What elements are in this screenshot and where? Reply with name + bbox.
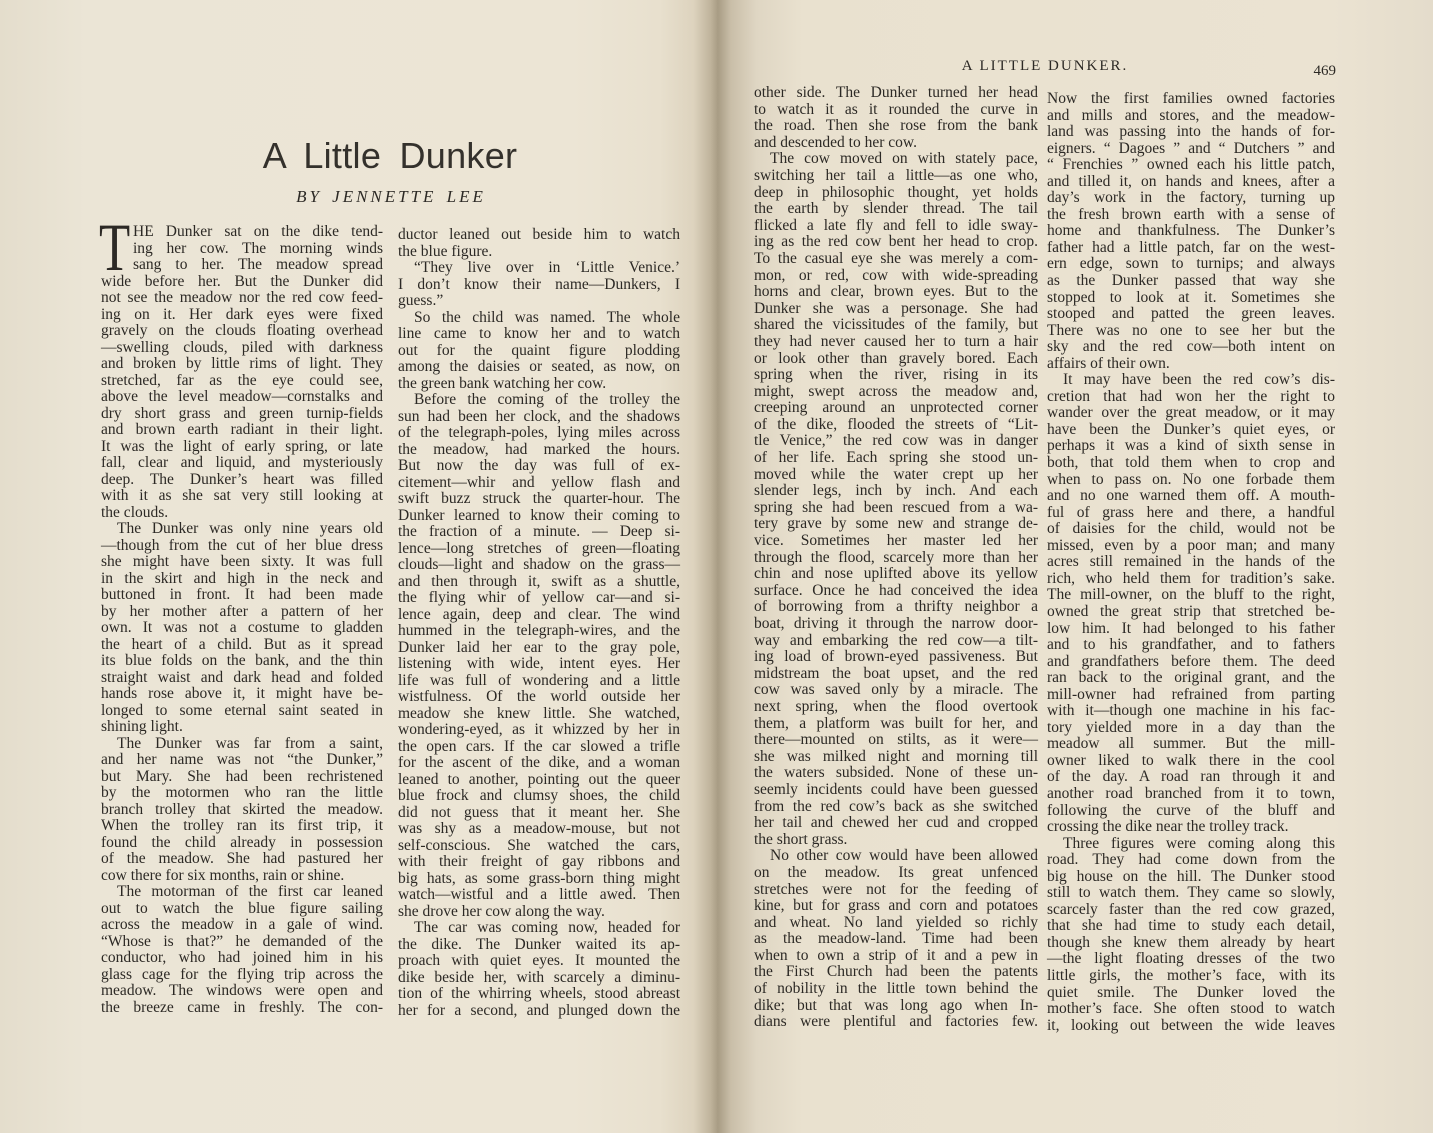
text-line: wander over the great meadow, or it may <box>1047 404 1335 422</box>
paragraph <box>101 521 383 736</box>
text-line: self-conscious. She watched the cars, <box>398 836 680 854</box>
text-line: road. They had come down from the <box>1047 851 1335 869</box>
text-line: the waters subsided. None of these un- <box>754 764 1038 782</box>
text-line: creeping around an unprotected corner <box>754 399 1038 417</box>
text-line: of the day. A road ran through it and <box>1047 768 1335 786</box>
text-line: though she knew them already by heart <box>1047 933 1335 951</box>
text-line: and then through it, swift as a shuttle, <box>398 572 680 590</box>
text-line: ran back to the original grant, and the <box>1047 669 1335 687</box>
text-line: But now the day was full of ex- <box>398 457 680 474</box>
text-line: sky and the red cow—both intent on <box>1047 338 1335 356</box>
text-line: out for the quaint figure plodding <box>398 341 680 359</box>
text-line: affairs of their own. <box>1047 354 1170 372</box>
text-line: was shy as a meadow-mouse, but not <box>398 820 680 837</box>
text-line: The cow moved on with stately pace, <box>770 150 1038 168</box>
text-line: of the meadow. She had pastured her <box>101 850 383 867</box>
text-line: another road branched from it to town, <box>1047 784 1335 802</box>
paragraph <box>398 392 680 920</box>
text-line: the road. Then she rose from the bank <box>754 117 1038 135</box>
text-line: glass cage for the flying trip across the <box>101 965 383 983</box>
text-line: did not guess that it meant her. She <box>398 803 680 821</box>
text-line: switching her tail a little—as one who, <box>754 166 1038 184</box>
text-line: of nobility in the little town behind the <box>754 980 1038 998</box>
text-line: have been the Dunker’s quiet eyes, or <box>1047 420 1335 438</box>
paragraph <box>1047 372 1335 835</box>
text-line: or look other than gravely bored. Each <box>754 349 1038 367</box>
text-line: father had a little patch, far on the west- <box>1047 238 1335 256</box>
text-line: sun had been her clock, and the shadows <box>398 407 680 425</box>
text-line: the First Church had been the patents <box>754 963 1038 981</box>
text-line: crossing the dike near the trolley track. <box>1047 818 1289 836</box>
text-line: tion of the whirring wheels, stood abreast <box>398 985 680 1002</box>
text-line: gravely on the clouds floating overhead <box>101 322 383 339</box>
text-line: among the daisies or seated, as now, on <box>398 358 680 375</box>
text-line: missed, even by a poor man; and many <box>1047 536 1335 554</box>
text-line: leaned to another, pointing out the queer <box>398 770 680 788</box>
text-line: sang to her. The meadow spread <box>133 256 383 273</box>
page-number: 469 <box>1313 63 1336 79</box>
text-line: ing load of brown-eyed passiveness. But <box>754 648 1038 666</box>
text-line: the short grass. <box>754 830 848 848</box>
text-column-left-2 <box>398 227 680 1019</box>
text-line: other side. The Dunker turned her head <box>754 84 1038 101</box>
text-line: shining light. <box>101 718 183 735</box>
text-line: little girls, the mother’s face, with its <box>1047 966 1335 984</box>
paragraph <box>754 85 1038 151</box>
text-line: of borrowing from a thrifty neighbor a <box>754 598 1038 616</box>
text-line: stretches were not for the feeding of <box>754 880 1038 898</box>
text-line: they had never caused her to turn a hair <box>754 332 1038 350</box>
text-line: branch trolley that skirted the meadow. <box>101 800 383 818</box>
text-line: her for a second, and plunged down the <box>398 1001 680 1019</box>
right-page <box>716 0 1433 1133</box>
text-line: listening with wide, intent eyes. Her <box>398 655 680 672</box>
text-line: quiet smile. The Dunker loved the <box>1047 983 1335 1001</box>
paragraph <box>754 151 1038 848</box>
text-line: deep. The Dunker’s heart was filled <box>101 470 383 488</box>
text-line: the dike. The Dunker waited its ap- <box>398 935 680 953</box>
text-line: guess.” <box>398 292 444 309</box>
text-line: wondering-eyed, as it whizzed by her in <box>398 721 680 738</box>
text-line: proach with quiet eyes. It mounted the <box>398 952 680 969</box>
text-line: Dunker laid her ear to the gray pole, <box>398 638 680 656</box>
text-line: lence again, deep and clear. The wind <box>398 605 680 623</box>
article-title: A Little Dunker <box>262 135 518 176</box>
text-line: in the skirt and high in the neck and <box>101 569 383 587</box>
text-line: chin and nose uplifted above its yellow <box>754 565 1038 583</box>
text-line: following the curve of the bluff and <box>1047 801 1335 819</box>
text-line: to watch it as it rounded the curve in <box>754 100 1038 118</box>
text-line: home and thankfulness. The Dunker’s <box>1047 222 1335 240</box>
text-line: wide before her. But the Dunker did <box>101 272 383 290</box>
text-line: longed to some eternal saint seated in <box>101 701 383 719</box>
text-line: wistfulness. Of the world outside her <box>398 688 680 705</box>
text-line: No other cow would have been allowed <box>770 847 1038 865</box>
text-line: HE Dunker sat on the dike tend- <box>133 223 383 240</box>
text-line: and to his grandfather, and to fathers <box>1047 636 1335 654</box>
text-line: mill-owner had refrained from parting <box>1047 685 1335 703</box>
text-line: owned the great strip that stretched be- <box>1047 602 1335 620</box>
text-line: The Dunker was only nine years old <box>117 520 383 537</box>
text-line: and grandfathers before them. The deed <box>1047 652 1335 670</box>
text-line: the open cars. If the car slowed a trifle <box>398 737 680 755</box>
text-line: seemly incidents could have been guessed <box>754 780 1038 798</box>
text-line: and mills and stores, and the meadow- <box>1047 106 1335 124</box>
text-line: ern edge, sown to turnips; and always <box>1047 255 1335 273</box>
text-line: Now the first families owned factories <box>1047 90 1335 107</box>
text-line: the meadow, had marked the hours. <box>398 440 680 458</box>
text-line: the flying whir of yellow car—and si- <box>398 589 680 606</box>
text-line: on the meadow. Its great unfenced <box>754 863 1038 881</box>
text-line: might, swept across the meadow and, <box>754 382 1038 400</box>
text-line: The Dunker was far from a saint, <box>117 734 383 752</box>
text-line: out to watch the blue figure sailing <box>101 899 383 917</box>
text-line: scarcely faster than the red cow grazed, <box>1047 900 1335 918</box>
text-line: boat, driving it through the narrow door- <box>754 615 1038 632</box>
text-line: dike; but that was long ago when In- <box>754 996 1038 1014</box>
text-line: dians were plentiful and factories few. <box>754 1013 1038 1031</box>
paragraph <box>398 227 680 260</box>
text-line: shared the vicissitudes of the family, but <box>754 316 1038 334</box>
text-line: across the meadow in a gale of wind. <box>101 916 383 933</box>
text-line: found the child already in possession <box>101 833 383 851</box>
text-column-right-2 <box>1047 91 1335 1034</box>
text-line: —the light floating dresses of the two <box>1047 950 1335 968</box>
text-line: dry short grass and green turnip-fields <box>101 404 383 422</box>
text-line: Three figures were coming along this <box>1063 834 1335 852</box>
text-line: the blue figure. <box>398 242 493 260</box>
text-line: above the level meadow—cornstalks and <box>101 388 383 405</box>
text-line: I don’t know their name—Dunkers, I <box>398 275 680 293</box>
text-line: When the trolley ran its first trip, it <box>101 817 383 834</box>
text-line: There was no one to see her but the <box>1047 321 1335 339</box>
text-line: when to pass on. No one forbade them <box>1047 470 1335 488</box>
drop-cap: T <box>99 209 131 285</box>
text-line: So the child was named. The whole <box>414 308 680 326</box>
text-line: mother’s face. She often stood to watch <box>1047 1000 1335 1018</box>
text-line: the earth by slender thread. The tail <box>754 200 1038 218</box>
text-line: land was passing into the hands of for- <box>1047 123 1335 141</box>
paragraph <box>1047 91 1335 372</box>
paragraph <box>398 920 680 1019</box>
text-line: the clouds. <box>101 503 169 521</box>
text-line: and tilled it, on hands and knees, after a <box>1047 172 1335 190</box>
text-line: by her mother after a pattern of her <box>101 602 383 620</box>
text-line: own. It was not a costume to gladden <box>101 619 383 636</box>
paragraph <box>398 260 680 310</box>
text-line: surface. Once he had conceived the idea <box>754 581 1038 599</box>
paragraph <box>101 224 383 521</box>
text-line: line came to know her and to watch <box>398 325 680 342</box>
text-line: low him. It had belonged to his father <box>1047 619 1335 637</box>
text-line: eigners. “ Dagoes ” and “ Dutchers ” and <box>1047 139 1335 157</box>
text-line: stretched, far as the eye could see, <box>101 371 383 389</box>
text-column-left-1 <box>101 224 383 1016</box>
text-line: both, that told them when to crop and <box>1047 454 1335 472</box>
text-line: citement—whir and yellow flash and <box>398 473 680 491</box>
text-line: it, looking out between the wide leaves <box>1047 1016 1335 1034</box>
text-line: by the motormen who ran the little <box>101 784 383 801</box>
text-line: life was full of wondering and a little <box>398 671 680 689</box>
text-line: the heart of a child. But as it spread <box>101 635 383 653</box>
text-line: clouds—light and shadow on the grass— <box>398 556 680 573</box>
paragraph <box>1047 836 1335 1035</box>
text-line: big house on the hill. The Dunker stood <box>1047 867 1335 885</box>
text-line: moved while the water crept up her <box>754 465 1038 483</box>
text-line: vice. Sometimes her master led her <box>754 532 1038 550</box>
text-line: hands rose above it, it might have be- <box>101 685 383 702</box>
text-line: owner liked to walk there in the cool <box>1047 751 1335 769</box>
text-line: next spring, when the flood overtook <box>754 697 1038 715</box>
text-line: with it as she sat very still looking at <box>101 487 383 504</box>
text-line: rich, who held them for tradition’s sake. <box>1047 569 1335 587</box>
text-line: spring she had been rescued from a wa- <box>754 498 1038 516</box>
text-line: she was milked night and morning till <box>754 747 1038 765</box>
text-line: way and embarking the red cow—a tilt- <box>754 631 1038 649</box>
text-line: with their freight of gay ribbons and <box>398 853 680 870</box>
text-line: fall, clear and liquid, and mysteriously <box>101 454 383 471</box>
text-line: stooped and patted the green leaves. <box>1047 305 1335 323</box>
text-line: The mill-owner, on the bluff to the right, <box>1047 586 1335 604</box>
text-line: and broken by little rims of light. They <box>101 355 383 372</box>
text-line: and her name was not “the Dunker,” <box>101 751 383 768</box>
text-line: ful of grass here and there, a handful <box>1047 503 1335 521</box>
text-line: meadow all summer. But the mill- <box>1047 735 1335 753</box>
text-line: buttoned in front. It had been made <box>101 586 383 603</box>
text-line: stopped to look at it. Sometimes she <box>1047 288 1335 306</box>
text-line: that she had time to study each detail, <box>1047 917 1335 935</box>
text-line: from the red cow’s back as she switched <box>754 797 1038 815</box>
text-line: still to watch them. They came so slowly, <box>1047 884 1335 902</box>
text-line: the fresh brown earth with a sense of <box>1047 205 1335 223</box>
byline: BY JENNETTE LEE <box>296 187 486 206</box>
text-line: spring when the river, rising in its <box>754 366 1038 384</box>
paragraph <box>398 310 680 393</box>
text-line: dike beside her, with scarcely a diminu- <box>398 968 680 986</box>
text-line: watch—wistful and a little awed. Then <box>398 886 680 903</box>
running-head: A LITTLE DUNKER. <box>961 58 1129 74</box>
text-line: horns and clear, brown eyes. But to the <box>754 283 1038 301</box>
text-line: with it—though one machine in his fac- <box>1047 702 1335 720</box>
text-line: blue frock and clumsy shoes, the child <box>398 787 680 804</box>
text-line: The car was coming now, headed for <box>414 919 680 936</box>
text-line: and descended to her cow. <box>754 133 917 151</box>
text-column-right-1 <box>754 85 1038 1031</box>
text-line: mon, or red, cow with wide-spreading <box>754 266 1038 284</box>
text-line: the fraction of a minute. — Deep si- <box>398 523 680 540</box>
text-line: them, a platform was built for her, and <box>754 714 1038 732</box>
text-line: tle Venice,” the red cow was in danger <box>754 432 1038 450</box>
text-line: swift buzz struck the quarter-hour. The <box>398 490 680 507</box>
text-line: Dunker learned to know their coming to <box>398 506 680 524</box>
text-line: “Whose is that?” he demanded of the <box>101 932 383 950</box>
text-line: deep in philosophic thought, yet holds <box>754 183 1038 201</box>
text-line: when to own a strip of it and a pew in <box>754 946 1038 964</box>
text-line: Before the coming of the trolley the <box>414 391 680 408</box>
text-line: ing her cow. The morning winds <box>133 239 383 257</box>
text-line: “They live over in ‘Little Venice.’ <box>414 259 680 276</box>
text-line: flicked a late fly and fell to idle sway- <box>754 216 1038 234</box>
paragraph <box>754 848 1038 1031</box>
text-line: of the telegraph-poles, lying miles across <box>398 424 680 441</box>
text-line: of the dike, flooded the streets of “Lit- <box>754 415 1038 433</box>
text-line: as the meadow-land. Time had been <box>754 930 1038 948</box>
text-line: meadow she knew little. She watched, <box>398 704 680 722</box>
text-line: and no one warned them off. A mouth- <box>1047 487 1335 505</box>
text-line: —swelling clouds, piled with darkness <box>101 338 383 356</box>
text-line: acres still remained in the hands of the <box>1047 553 1335 571</box>
text-line: its blue folds on the bank, and the thin <box>101 652 383 669</box>
text-line: for the ascent of the dike, and a woman <box>398 754 680 771</box>
text-line: she drove her cow along the way. <box>398 902 605 920</box>
text-line: conductor, who had joined him in his <box>101 949 383 966</box>
text-line: her tail and chewed her cud and cropped <box>754 814 1038 832</box>
paragraph <box>101 736 383 885</box>
text-line: of her life. Each spring she stood un- <box>754 449 1038 467</box>
text-line: the breeze came in freshly. The con- <box>101 998 383 1016</box>
text-line: through the flood, scarcely more than her <box>754 548 1038 566</box>
text-line: straight waist and dark head and folded <box>101 668 383 686</box>
text-line: not see the meadow nor the red cow feed- <box>101 289 383 306</box>
text-line: and brown earth radiant in their light. <box>101 421 383 438</box>
text-line: —though from the cut of her blue dress <box>101 536 383 554</box>
text-line: and wheat. No land yielded so richly <box>754 913 1038 931</box>
text-line: midstream the boat upset, and the red <box>754 664 1038 682</box>
paragraph <box>101 884 383 1016</box>
text-line: day’s work in the factory, turning up <box>1047 189 1335 207</box>
text-line: kine, but for grass and corn and potatoes <box>754 897 1038 915</box>
text-line: as the Dunker passed that way she <box>1047 272 1335 290</box>
text-line: It may have been the red cow’s dis- <box>1063 371 1335 389</box>
text-line: perhaps it was a kind of sixth sense in <box>1047 437 1335 455</box>
text-line: slender legs, inch by inch. And each <box>754 482 1038 500</box>
text-line: there—mounted on stilts, as it were— <box>754 731 1038 749</box>
text-line: The motorman of the first car leaned <box>117 883 383 900</box>
text-line: ing as the red cow bent her head to crop. <box>754 233 1038 251</box>
left-page <box>0 0 716 1133</box>
text-line: ductor leaned out beside him to watch <box>398 226 680 243</box>
text-line: It was the light of early spring, or late <box>101 437 383 455</box>
text-line: To the casual eye she was merely a com- <box>754 249 1038 267</box>
text-line: of daisies for the child, would not be <box>1047 520 1335 538</box>
text-line: but Mary. She had been rechristened <box>101 767 383 785</box>
text-line: tory yielded more in a day than the <box>1047 718 1335 736</box>
text-line: meadow. The windows were open and <box>101 982 383 999</box>
text-line: hummed in the telegraph-wires, and the <box>398 622 680 639</box>
text-line: big hats, as some grass-born thing might <box>398 869 680 887</box>
text-line: the green bank watching her cow. <box>398 374 607 392</box>
text-line: “ Frenchies ” owned each his little patch, <box>1047 156 1335 174</box>
text-line: ing on it. Her dark eyes were fixed <box>101 305 383 323</box>
text-line: cow was saved only by a miracle. The <box>754 681 1038 699</box>
text-line: she might have been sixty. It was full <box>101 553 383 570</box>
text-line: cow there for six months, rain or shine. <box>101 866 345 884</box>
text-line: cretion that had won her the right to <box>1047 387 1335 405</box>
text-line: Dunker she was a personage. She had <box>754 299 1038 317</box>
text-line: lence—long stretches of green—floating <box>398 539 680 557</box>
text-line: tery grave by some new and strange de- <box>754 515 1038 533</box>
